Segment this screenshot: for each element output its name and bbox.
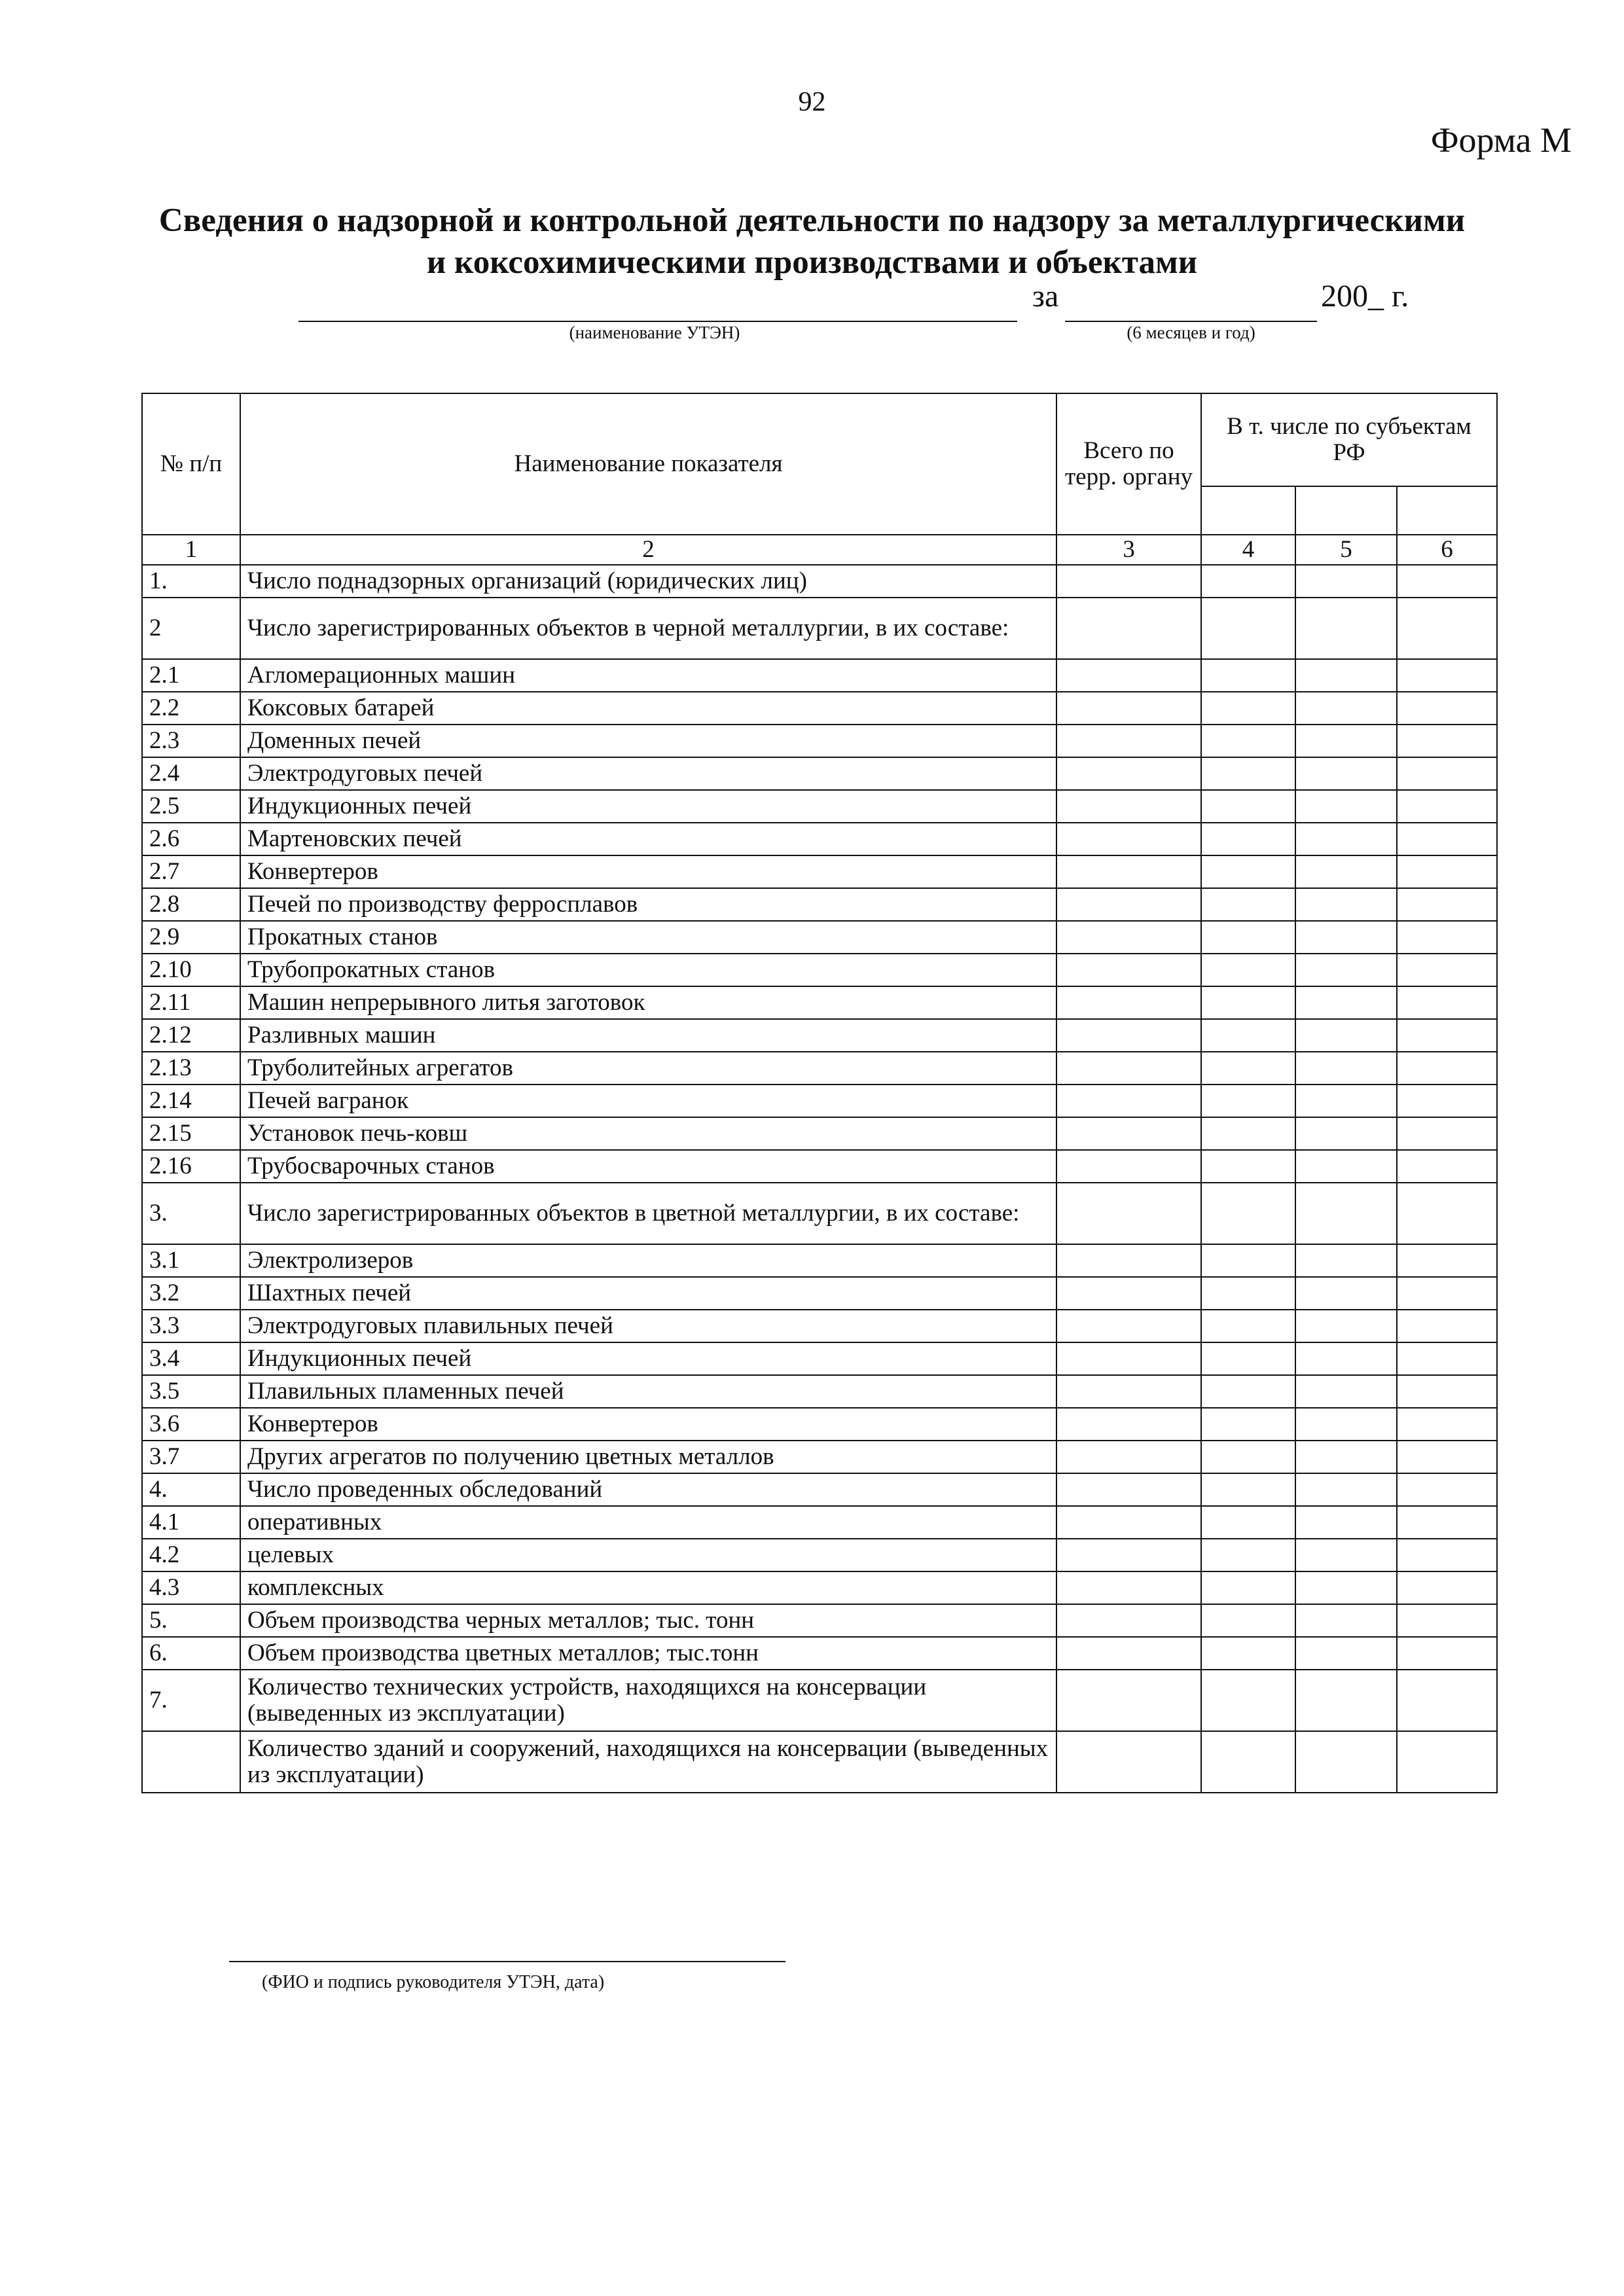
cell-subject-5 — [1295, 986, 1397, 1019]
row-indicator-name: Трубосварочных станов — [240, 1150, 1056, 1183]
cell-subject-5 — [1295, 1085, 1397, 1117]
cell-total — [1056, 1441, 1201, 1473]
table-row — [142, 823, 1497, 855]
cell-subject-6 — [1397, 725, 1497, 757]
row-indicator-name: Шахтных печей — [240, 1277, 1056, 1310]
cell-subject-4 — [1201, 1310, 1295, 1342]
signature-caption: (ФИО и подпись руководителя УТЭН, дата) — [262, 1972, 605, 1992]
row-indicator-name: Число поднадзорных организаций (юридических лиц) — [240, 565, 1056, 598]
row-indicator-name: Агломерационных машин — [240, 659, 1056, 692]
row-number: 2.14 — [142, 1085, 240, 1117]
row-number: 3.5 — [142, 1375, 240, 1408]
cell-total — [1056, 986, 1201, 1019]
cell-subject-5 — [1295, 1244, 1397, 1277]
table-row — [142, 1637, 1497, 1670]
table-row — [142, 1085, 1497, 1117]
cell-total — [1056, 1342, 1201, 1375]
cell-total — [1056, 1506, 1201, 1539]
cell-total — [1056, 598, 1201, 659]
table-row — [142, 1052, 1497, 1085]
cell-subject-4 — [1201, 1085, 1295, 1117]
row-indicator-name: Электродуговых печей — [240, 757, 1056, 790]
cell-subject-4 — [1201, 659, 1295, 692]
period-za-label: за — [1032, 279, 1059, 314]
header-subject-col-4 — [1201, 486, 1295, 535]
cell-subject-6 — [1397, 1277, 1497, 1310]
cell-subject-5 — [1295, 1375, 1397, 1408]
row-indicator-name: Коксовых батарей — [240, 692, 1056, 725]
cell-total — [1056, 757, 1201, 790]
cell-subject-4 — [1201, 1244, 1295, 1277]
table-row — [142, 1117, 1497, 1150]
row-number: 2.11 — [142, 986, 240, 1019]
table-row — [142, 1670, 1497, 1731]
cell-subject-5 — [1295, 1408, 1397, 1441]
table-row — [142, 1408, 1497, 1441]
cell-subject-5 — [1295, 1473, 1397, 1506]
header-subject-col-5 — [1295, 486, 1397, 535]
row-indicator-name: Объем производства черных металлов; тыс. тонн — [240, 1604, 1056, 1637]
cell-total — [1056, 1310, 1201, 1342]
table-row — [142, 1473, 1497, 1506]
row-indicator-name: Мартеновских печей — [240, 823, 1056, 855]
table-row — [142, 790, 1497, 823]
cell-subject-5 — [1295, 1441, 1397, 1473]
table-row — [142, 1571, 1497, 1604]
cell-subject-6 — [1397, 757, 1497, 790]
row-indicator-name: целевых — [240, 1539, 1056, 1571]
header-num: № п/п — [142, 393, 240, 535]
cell-subject-4 — [1201, 986, 1295, 1019]
cell-subject-6 — [1397, 1539, 1497, 1571]
table-row — [142, 757, 1497, 790]
period-underline — [1065, 321, 1317, 322]
cell-subject-5 — [1295, 1637, 1397, 1670]
cell-subject-6 — [1397, 1052, 1497, 1085]
cell-subject-5 — [1295, 1506, 1397, 1539]
column-number: 3 — [1056, 535, 1201, 565]
cell-subject-6 — [1397, 1085, 1497, 1117]
cell-subject-4 — [1201, 757, 1295, 790]
row-indicator-name: Машин непрерывного литья заготовок — [240, 986, 1056, 1019]
row-number: 4.2 — [142, 1539, 240, 1571]
cell-total — [1056, 790, 1201, 823]
cell-subject-6 — [1397, 1342, 1497, 1375]
cell-total — [1056, 954, 1201, 986]
table-row — [142, 1731, 1497, 1793]
row-number — [142, 1731, 240, 1793]
cell-subject-6 — [1397, 1473, 1497, 1506]
cell-subject-6 — [1397, 1183, 1497, 1244]
cell-subject-6 — [1397, 1019, 1497, 1052]
row-indicator-name: комплексных — [240, 1571, 1056, 1604]
cell-subject-6 — [1397, 565, 1497, 598]
table-row — [142, 598, 1497, 659]
row-indicator-name: Электролизеров — [240, 1244, 1056, 1277]
cell-subject-4 — [1201, 1052, 1295, 1085]
cell-subject-4 — [1201, 1637, 1295, 1670]
cell-total — [1056, 1183, 1201, 1244]
row-indicator-name: Доменных печей — [240, 725, 1056, 757]
cell-total — [1056, 888, 1201, 921]
cell-subject-5 — [1295, 1150, 1397, 1183]
cell-subject-5 — [1295, 790, 1397, 823]
row-indicator-name: Прокатных станов — [240, 921, 1056, 954]
cell-subject-6 — [1397, 1604, 1497, 1637]
cell-subject-5 — [1295, 1731, 1397, 1793]
cell-total — [1056, 692, 1201, 725]
table-row — [142, 888, 1497, 921]
cell-total — [1056, 565, 1201, 598]
row-indicator-name: оперативных — [240, 1506, 1056, 1539]
table-row — [142, 1244, 1497, 1277]
row-indicator-name: Печей по производству ферросплавов — [240, 888, 1056, 921]
column-number: 6 — [1397, 535, 1497, 565]
cell-subject-5 — [1295, 692, 1397, 725]
cell-subject-6 — [1397, 659, 1497, 692]
cell-subject-4 — [1201, 1473, 1295, 1506]
cell-total — [1056, 1604, 1201, 1637]
cell-total — [1056, 1117, 1201, 1150]
period-caption: (6 месяцев и год) — [1127, 323, 1255, 342]
cell-total — [1056, 823, 1201, 855]
cell-subject-6 — [1397, 1408, 1497, 1441]
cell-subject-5 — [1295, 888, 1397, 921]
table-row — [142, 1310, 1497, 1342]
cell-subject-6 — [1397, 823, 1497, 855]
cell-subject-6 — [1397, 1670, 1497, 1731]
cell-subject-6 — [1397, 1441, 1497, 1473]
document-title-line-2: и коксохимическими производствами и объектами — [426, 244, 1198, 281]
cell-subject-6 — [1397, 790, 1497, 823]
table-row — [142, 855, 1497, 888]
cell-total — [1056, 1244, 1201, 1277]
cell-subject-6 — [1397, 1310, 1497, 1342]
report-table — [141, 393, 1498, 1793]
row-indicator-name: Конвертеров — [240, 1408, 1056, 1441]
row-number: 3.4 — [142, 1342, 240, 1375]
cell-subject-5 — [1295, 1539, 1397, 1571]
cell-subject-6 — [1397, 954, 1497, 986]
header-subjects: В т. числе по субъектам РФ — [1201, 393, 1497, 486]
cell-subject-4 — [1201, 1375, 1295, 1408]
cell-subject-4 — [1201, 1441, 1295, 1473]
row-number: 2.8 — [142, 888, 240, 921]
cell-total — [1056, 1019, 1201, 1052]
cell-subject-5 — [1295, 1310, 1397, 1342]
cell-subject-4 — [1201, 1408, 1295, 1441]
row-number: 2.4 — [142, 757, 240, 790]
cell-subject-4 — [1201, 725, 1295, 757]
table-row — [142, 1150, 1497, 1183]
cell-subject-5 — [1295, 1117, 1397, 1150]
row-number: 2.6 — [142, 823, 240, 855]
cell-subject-4 — [1201, 692, 1295, 725]
cell-subject-5 — [1295, 598, 1397, 659]
table-row — [142, 1506, 1497, 1539]
cell-subject-5 — [1295, 1670, 1397, 1731]
cell-total — [1056, 1150, 1201, 1183]
page-number: 92 — [798, 87, 826, 117]
cell-subject-6 — [1397, 1375, 1497, 1408]
row-indicator-name: Объем производства цветных металлов; тыс.тонн — [240, 1637, 1056, 1670]
row-indicator-name: Плавильных пламенных печей — [240, 1375, 1056, 1408]
row-number: 2.12 — [142, 1019, 240, 1052]
row-indicator-name: Индукционных печей — [240, 790, 1056, 823]
cell-subject-4 — [1201, 954, 1295, 986]
row-indicator-name: Количество технических устройств, находящихся на консервации (выведенных из эксплуатации) — [240, 1670, 1056, 1731]
document-title-line-1: Сведения о надзорной и контрольной деятельности по надзору за металлургическими — [158, 202, 1466, 239]
cell-total — [1056, 1408, 1201, 1441]
cell-subject-4 — [1201, 1342, 1295, 1375]
row-number: 3.7 — [142, 1441, 240, 1473]
row-number: 2.2 — [142, 692, 240, 725]
org-name-underline — [298, 321, 1017, 322]
row-number: 4. — [142, 1473, 240, 1506]
cell-total — [1056, 659, 1201, 692]
table-row — [142, 1375, 1497, 1408]
row-indicator-name: Электродуговых плавильных печей — [240, 1310, 1056, 1342]
period-year-label: 200_ г. — [1321, 279, 1409, 314]
row-indicator-name: Число зарегистрированных объектов в цветной металлургии, в их составе: — [240, 1183, 1056, 1244]
row-number: 2 — [142, 598, 240, 659]
row-number: 4.1 — [142, 1506, 240, 1539]
cell-subject-6 — [1397, 1506, 1497, 1539]
table-row — [142, 1019, 1497, 1052]
cell-total — [1056, 1637, 1201, 1670]
form-label: Форма М — [1430, 120, 1572, 160]
cell-subject-4 — [1201, 1150, 1295, 1183]
row-number: 2.16 — [142, 1150, 240, 1183]
cell-subject-5 — [1295, 1019, 1397, 1052]
cell-total — [1056, 921, 1201, 954]
row-indicator-name: Трубопрокатных станов — [240, 954, 1056, 986]
row-number: 3.1 — [142, 1244, 240, 1277]
cell-subject-4 — [1201, 888, 1295, 921]
cell-subject-5 — [1295, 823, 1397, 855]
row-number: 2.10 — [142, 954, 240, 986]
cell-subject-6 — [1397, 692, 1497, 725]
cell-subject-5 — [1295, 725, 1397, 757]
cell-subject-6 — [1397, 888, 1497, 921]
cell-subject-5 — [1295, 921, 1397, 954]
cell-subject-5 — [1295, 1183, 1397, 1244]
table-row — [142, 1342, 1497, 1375]
cell-subject-4 — [1201, 565, 1295, 598]
row-indicator-name: Других агрегатов по получению цветных металлов — [240, 1441, 1056, 1473]
cell-subject-4 — [1201, 1506, 1295, 1539]
row-number: 2.15 — [142, 1117, 240, 1150]
cell-subject-4 — [1201, 1604, 1295, 1637]
table-row — [142, 1539, 1497, 1571]
header-total: Всего по терр. органу — [1056, 393, 1201, 535]
cell-subject-6 — [1397, 1117, 1497, 1150]
cell-subject-4 — [1201, 823, 1295, 855]
cell-total — [1056, 1731, 1201, 1793]
table-row — [142, 1183, 1497, 1244]
cell-total — [1056, 1670, 1201, 1731]
table-row — [142, 954, 1497, 986]
cell-subject-6 — [1397, 1150, 1497, 1183]
row-indicator-name: Количество зданий и сооружений, находящихся на консервации (выведенных из эксплуатации) — [240, 1731, 1056, 1793]
cell-subject-4 — [1201, 1539, 1295, 1571]
table-row — [142, 565, 1497, 598]
row-indicator-name: Индукционных печей — [240, 1342, 1056, 1375]
row-number: 2.13 — [142, 1052, 240, 1085]
cell-subject-5 — [1295, 1571, 1397, 1604]
row-indicator-name: Число зарегистрированных объектов в черной металлургии, в их составе: — [240, 598, 1056, 659]
column-number: 1 — [142, 535, 240, 565]
row-indicator-name: Число проведенных обследований — [240, 1473, 1056, 1506]
cell-subject-5 — [1295, 659, 1397, 692]
cell-subject-6 — [1397, 921, 1497, 954]
row-number: 2.3 — [142, 725, 240, 757]
cell-subject-4 — [1201, 598, 1295, 659]
row-number: 2.7 — [142, 855, 240, 888]
cell-subject-6 — [1397, 1637, 1497, 1670]
table-row — [142, 1604, 1497, 1637]
row-indicator-name: Установок печь-ковш — [240, 1117, 1056, 1150]
row-number: 6. — [142, 1637, 240, 1670]
row-number: 4.3 — [142, 1571, 240, 1604]
cell-subject-4 — [1201, 1183, 1295, 1244]
row-number: 3. — [142, 1183, 240, 1244]
cell-total — [1056, 1277, 1201, 1310]
cell-total — [1056, 1571, 1201, 1604]
row-number: 1. — [142, 565, 240, 598]
row-number: 2.1 — [142, 659, 240, 692]
table-row — [142, 1441, 1497, 1473]
cell-subject-4 — [1201, 1571, 1295, 1604]
row-indicator-name: Печей вагранок — [240, 1085, 1056, 1117]
cell-subject-4 — [1201, 1277, 1295, 1310]
cell-subject-4 — [1201, 1670, 1295, 1731]
column-number: 4 — [1201, 535, 1295, 565]
cell-subject-4 — [1201, 855, 1295, 888]
cell-subject-4 — [1201, 1117, 1295, 1150]
cell-total — [1056, 1539, 1201, 1571]
cell-subject-6 — [1397, 1571, 1497, 1604]
cell-subject-5 — [1295, 1342, 1397, 1375]
cell-subject-6 — [1397, 1731, 1497, 1793]
table-row — [142, 725, 1497, 757]
row-number: 2.5 — [142, 790, 240, 823]
row-number: 3.3 — [142, 1310, 240, 1342]
cell-total — [1056, 1052, 1201, 1085]
header-subject-col-6 — [1397, 486, 1497, 535]
row-number: 7. — [142, 1670, 240, 1731]
row-number: 5. — [142, 1604, 240, 1637]
cell-subject-6 — [1397, 986, 1497, 1019]
table-row — [142, 986, 1497, 1019]
cell-subject-5 — [1295, 1604, 1397, 1637]
cell-subject-4 — [1201, 1731, 1295, 1793]
cell-total — [1056, 725, 1201, 757]
cell-subject-5 — [1295, 954, 1397, 986]
signature-underline — [229, 1961, 785, 1962]
cell-subject-6 — [1397, 598, 1497, 659]
cell-subject-4 — [1201, 921, 1295, 954]
table-row — [142, 659, 1497, 692]
row-number: 2.9 — [142, 921, 240, 954]
column-number: 2 — [240, 535, 1056, 565]
column-number: 5 — [1295, 535, 1397, 565]
table-row — [142, 1277, 1497, 1310]
table-row — [142, 692, 1497, 725]
cell-subject-5 — [1295, 565, 1397, 598]
header-name: Наименование показателя — [240, 393, 1056, 535]
cell-subject-6 — [1397, 1244, 1497, 1277]
cell-total — [1056, 855, 1201, 888]
cell-subject-5 — [1295, 757, 1397, 790]
row-number: 3.6 — [142, 1408, 240, 1441]
cell-subject-5 — [1295, 855, 1397, 888]
row-indicator-name: Конвертеров — [240, 855, 1056, 888]
row-indicator-name: Труболитейных агрегатов — [240, 1052, 1056, 1085]
org-name-caption: (наименование УТЭН) — [569, 323, 740, 342]
cell-total — [1056, 1085, 1201, 1117]
cell-subject-5 — [1295, 1277, 1397, 1310]
cell-subject-4 — [1201, 790, 1295, 823]
cell-subject-6 — [1397, 855, 1497, 888]
row-number: 3.2 — [142, 1277, 240, 1310]
cell-subject-4 — [1201, 1019, 1295, 1052]
table-row — [142, 921, 1497, 954]
row-indicator-name: Разливных машин — [240, 1019, 1056, 1052]
cell-subject-5 — [1295, 1052, 1397, 1085]
cell-total — [1056, 1473, 1201, 1506]
cell-total — [1056, 1375, 1201, 1408]
